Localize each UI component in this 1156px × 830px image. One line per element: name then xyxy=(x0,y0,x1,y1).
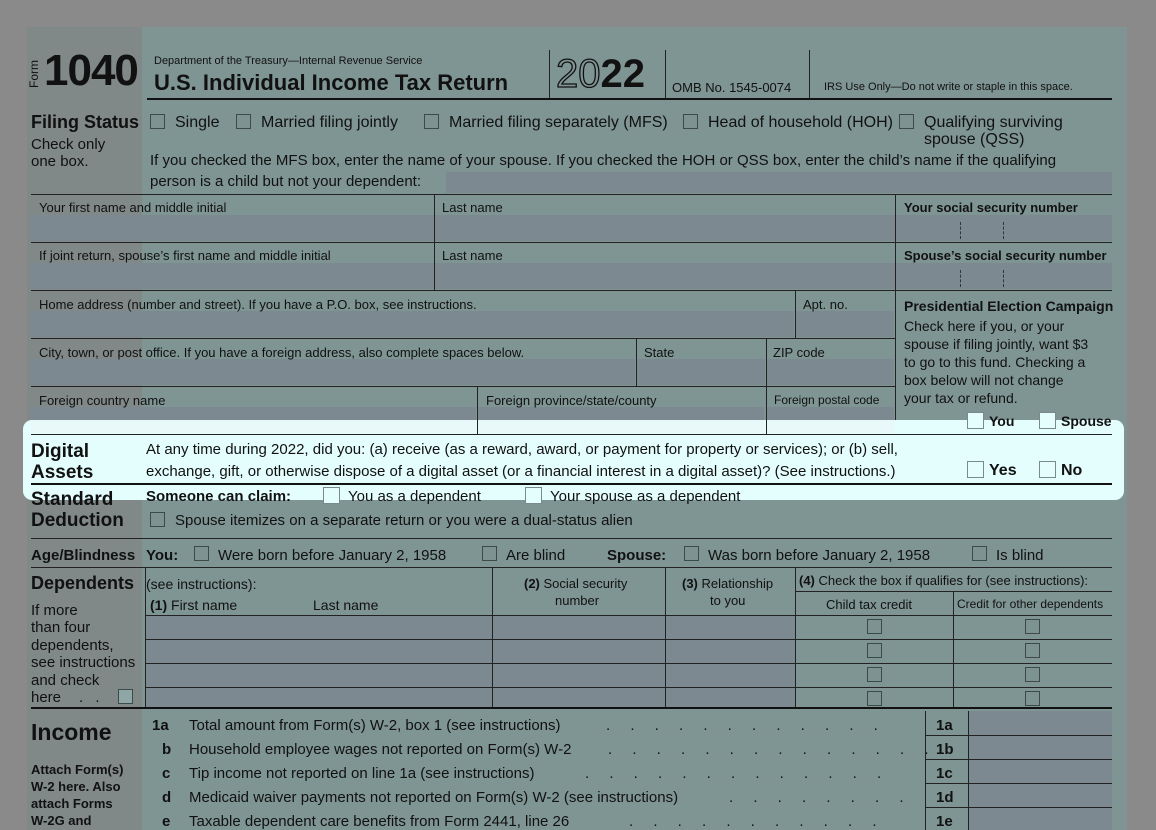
rule xyxy=(925,807,1112,808)
first-name-input[interactable] xyxy=(31,215,434,241)
income-line-text: Total amount from Form(s) W-2, box 1 (see instructions) xyxy=(189,717,561,734)
line-box-label: 1c xyxy=(936,765,953,782)
col2-label: Social security xyxy=(543,576,628,591)
dependent-row-rule xyxy=(493,663,795,664)
spouse-first-name-input[interactable] xyxy=(31,263,434,289)
dependents-side-text: dependents, xyxy=(31,637,114,654)
child-tax-credit-checkbox[interactable] xyxy=(867,667,882,682)
dependents-here-dots: . . xyxy=(79,689,104,706)
dependent-row[interactable] xyxy=(146,664,492,687)
presidential-spouse-checkbox[interactable] xyxy=(1039,412,1056,429)
rule xyxy=(31,290,1112,291)
presidential-you-checkbox[interactable] xyxy=(967,412,984,429)
you-as-dependent-label: You as a dependent xyxy=(348,488,481,505)
spouse-first-name-label: If joint return, spouse’s first name and middle initial xyxy=(39,248,331,263)
filing-status-heading: Filing Status xyxy=(31,112,139,132)
other-dependents-checkbox[interactable] xyxy=(1025,643,1040,658)
filing-status-sub: one box. xyxy=(31,153,89,170)
presidential-title: Presidential Election Campaign xyxy=(904,298,1114,314)
other-dependents-checkbox[interactable] xyxy=(1025,667,1040,682)
rule xyxy=(31,194,1112,195)
omb-number: OMB No. 1545-0074 xyxy=(672,80,792,95)
foreign-country-label: Foreign country name xyxy=(39,393,166,408)
married-separately-label: Married filing separately (MFS) xyxy=(449,114,668,131)
filing-status-sub: Check only xyxy=(31,136,106,153)
first-name-label: Your first name and middle initial xyxy=(39,200,227,215)
column-divider xyxy=(795,290,796,338)
line-1b-amount-input[interactable] xyxy=(969,736,1112,759)
column-divider xyxy=(953,591,954,707)
digital-assets-question: At any time during 2022, did you: (a) receive (as a reward, award, or payment for property or services); or (b) sell, xyxy=(146,441,898,458)
leader-dots: . . . . . . . . . . . . . xyxy=(585,765,890,782)
ssn-input[interactable] xyxy=(896,215,1112,241)
header-divider xyxy=(809,50,810,98)
qualifying-spouse-label: Qualifying surviving xyxy=(924,114,1063,131)
tax-year-bold: 22 xyxy=(600,52,645,96)
column-divider xyxy=(434,194,435,290)
foreign-province-label: Foreign province/state/county xyxy=(486,393,657,408)
line-1e-amount-input[interactable] xyxy=(969,808,1112,830)
spouse-ssn-input[interactable] xyxy=(896,263,1112,289)
rule xyxy=(31,538,1112,539)
foreign-country-input-lower xyxy=(31,420,476,433)
income-heading: Income xyxy=(31,719,112,745)
child-tax-credit-checkbox[interactable] xyxy=(867,691,882,706)
home-address-label: Home address (number and street). If you have a P.O. box, see instructions. xyxy=(39,297,477,312)
tax-year xyxy=(556,52,645,96)
married-jointly-checkbox[interactable] xyxy=(236,114,251,129)
you-born-before-checkbox[interactable] xyxy=(194,546,209,561)
dependent-ssn-column[interactable] xyxy=(493,616,665,707)
you-born-before-label: Were born before January 2, 1958 xyxy=(218,547,447,564)
dependents-side-text: and check xyxy=(31,672,100,689)
dependents-col3-header-line2: to you xyxy=(710,593,746,608)
you-label: You: xyxy=(146,547,179,564)
dependents-col2-header xyxy=(524,576,627,591)
spouse-last-name-input[interactable] xyxy=(435,263,895,289)
dependents-side-text: here xyxy=(31,689,62,706)
age-blindness-heading: Age/Blindness xyxy=(31,547,136,564)
header-bottom-rule xyxy=(147,98,1112,100)
spouse-label: Spouse: xyxy=(607,547,667,564)
col3-label: Relationship xyxy=(701,576,774,591)
ssn-separator xyxy=(1003,222,1004,239)
zip-input[interactable] xyxy=(767,359,894,385)
income-line-text: Household employee wages not reported on Form(s) W-2 xyxy=(189,741,572,758)
income-line-text: Taxable dependent care benefits from Form 2441, line 26 xyxy=(189,813,570,830)
digital-assets-heading: Assets xyxy=(31,462,94,483)
line-number: b xyxy=(162,741,172,758)
spouse-blind-label: Is blind xyxy=(996,547,1044,564)
spouse-born-before-label: Was born before January 2, 1958 xyxy=(708,547,931,564)
leader-dots: . . . . . . . . . . . . xyxy=(606,717,886,734)
state-input[interactable] xyxy=(637,359,765,385)
dependents-heading: Dependents xyxy=(31,573,135,593)
income-side-text: attach Forms xyxy=(31,796,113,811)
standard-deduction-heading: Deduction xyxy=(31,510,124,531)
line-number: c xyxy=(162,765,171,782)
ssn-label: Your social security number xyxy=(904,200,1078,215)
dependents-side-text: If more xyxy=(31,602,78,619)
rule xyxy=(31,242,1112,243)
digital-assets-question: exchange, gift, or otherwise dispose of a digital asset (or a financial interest in a digital asset)? (See instructions.) xyxy=(146,463,896,480)
leader-dots: . . . . . . . . . . . . . . xyxy=(608,741,937,758)
spouse-ssn-label: Spouse’s social security number xyxy=(904,248,1107,263)
income-line-text: Medicaid waiver payments not reported on Form(s) W-2 (see instructions) xyxy=(189,789,679,806)
last-name-label: Last name xyxy=(442,200,503,215)
rule xyxy=(31,707,1112,709)
presidential-text: Check here if you, or your xyxy=(904,318,1065,334)
filing-status-note: person is a child but not your dependent: xyxy=(150,173,422,190)
form-number: 1040 xyxy=(44,46,138,95)
rule xyxy=(31,567,1112,568)
digital-assets-no-label: No xyxy=(1061,462,1083,479)
dependent-row[interactable] xyxy=(146,688,492,707)
presidential-text: to go to this fund. Checking a xyxy=(904,354,1086,370)
presidential-spouse-label: Spouse xyxy=(1061,413,1112,429)
foreign-postal-label: Foreign postal code xyxy=(774,393,880,407)
form-label: Form xyxy=(27,60,41,88)
child-tax-credit-header: Child tax credit xyxy=(826,597,912,612)
spouse-itemizes-label: Spouse itemizes on a separate return or you were a dual-status alien xyxy=(175,512,633,529)
city-label: City, town, or post office. If you have a foreign address, also complete spaces below. xyxy=(39,345,525,360)
line-1a-amount-input[interactable] xyxy=(969,711,1112,735)
zip-label: ZIP code xyxy=(773,345,825,360)
filing-status-note: If you checked the MFS box, enter the name of your spouse. If you checked the HOH or QSS box, enter the child’s name if the qualifying xyxy=(150,152,1057,169)
col-num: (2) xyxy=(524,576,540,591)
line-1d-amount-input[interactable] xyxy=(969,784,1112,807)
head-of-household-label: Head of household (HOH) xyxy=(708,114,893,131)
leader-dots: . . . . . . . . . . . xyxy=(629,813,885,830)
department-label: Department of the Treasury—Internal Revenue Service xyxy=(154,55,423,67)
col1-first-label: First name xyxy=(171,597,238,613)
dependents-col4-header xyxy=(799,573,1088,588)
married-jointly-label: Married filing jointly xyxy=(261,114,398,131)
city-input[interactable] xyxy=(31,359,635,385)
header-divider xyxy=(549,50,550,98)
child-tax-credit-checkbox[interactable] xyxy=(867,619,882,634)
column-divider xyxy=(795,567,796,707)
rule xyxy=(925,735,1112,736)
dependent-row[interactable] xyxy=(146,616,492,639)
married-separately-checkbox[interactable] xyxy=(424,114,439,129)
foreign-province-input[interactable] xyxy=(478,407,764,420)
other-dependents-checkbox[interactable] xyxy=(1025,619,1040,634)
more-dependents-checkbox[interactable] xyxy=(118,689,133,704)
you-as-dependent-checkbox[interactable] xyxy=(323,487,340,504)
line-number: e xyxy=(162,813,171,830)
qualifying-spouse-checkbox[interactable] xyxy=(899,114,914,129)
irs-use-only: IRS Use Only—Do not write or staple in this space. xyxy=(824,81,1073,93)
income-line-text: Tip income not reported on line 1a (see instructions) xyxy=(189,765,535,782)
foreign-province-input-lower xyxy=(478,420,764,433)
dependent-row-rule xyxy=(493,639,795,640)
presidential-you-label: You xyxy=(989,413,1015,429)
col4-label: Check the box if qualifies for (see instructions): xyxy=(818,573,1089,588)
rule xyxy=(31,434,1112,435)
foreign-country-input[interactable] xyxy=(31,407,476,420)
dependents-col3-header xyxy=(682,576,773,591)
apt-number-input[interactable] xyxy=(796,311,894,337)
dependents-see-instructions: (see instructions): xyxy=(146,576,257,592)
home-address-input[interactable] xyxy=(31,311,794,337)
you-blind-label: Are blind xyxy=(506,547,566,564)
spouse-as-dependent-label: Your spouse as a dependent xyxy=(550,488,741,505)
digital-assets-no-checkbox[interactable] xyxy=(1039,461,1056,478)
spouse-blind-checkbox[interactable] xyxy=(972,546,987,561)
spouse-as-dependent-checkbox[interactable] xyxy=(525,487,542,504)
you-blind-checkbox[interactable] xyxy=(482,546,497,561)
header-divider xyxy=(665,50,666,98)
dependents-col1-header xyxy=(150,597,237,613)
apt-label: Apt. no. xyxy=(803,297,848,312)
other-dependents-checkbox[interactable] xyxy=(1025,691,1040,706)
rule xyxy=(925,783,1112,784)
line-box-label: 1e xyxy=(936,813,953,830)
column-divider xyxy=(925,711,926,830)
digital-assets-yes-checkbox[interactable] xyxy=(967,461,984,478)
tax-year-outline: 20 xyxy=(556,52,601,96)
other-dependents-credit-header: Credit for other dependents xyxy=(957,597,1104,611)
presidential-text: spouse if filing jointly, want $3 xyxy=(904,336,1089,352)
dependent-row-rule xyxy=(493,687,795,688)
line-box-label: 1b xyxy=(936,741,954,758)
dependents-side-text: than four xyxy=(31,619,91,636)
line-box-label: 1d xyxy=(936,789,954,806)
head-of-household-checkbox[interactable] xyxy=(683,114,698,129)
standard-deduction-heading: Standard xyxy=(31,489,114,510)
col-num: (3) xyxy=(682,576,698,591)
line-box-label: 1a xyxy=(936,717,953,734)
digital-assets-heading: Digital xyxy=(31,441,90,462)
state-label: State xyxy=(644,345,675,360)
income-side-text: Attach Form(s) xyxy=(31,762,124,777)
form-title: U.S. Individual Income Tax Return xyxy=(154,70,509,95)
income-side-text: W-2G and xyxy=(31,813,92,828)
column-divider xyxy=(895,194,896,435)
rule xyxy=(925,759,1112,760)
single-checkbox[interactable] xyxy=(150,114,165,129)
ssn-separator xyxy=(1003,270,1004,287)
presidential-text: your tax or refund. xyxy=(904,390,1018,406)
line-number: d xyxy=(162,789,172,806)
dependents-col1-last: Last name xyxy=(313,597,379,613)
digital-assets-yes-label: Yes xyxy=(989,462,1017,479)
dependents-side-text: see instructions xyxy=(31,654,136,671)
ssn-separator xyxy=(960,222,961,239)
qualifying-spouse-label-line2: spouse (QSS) xyxy=(924,131,1025,148)
presidential-text: box below will not change xyxy=(904,372,1064,388)
dependent-relationship-column[interactable] xyxy=(666,616,795,707)
child-tax-credit-checkbox[interactable] xyxy=(867,643,882,658)
rule xyxy=(31,483,1112,485)
single-label: Single xyxy=(175,114,220,131)
col-num: (4) xyxy=(799,573,815,588)
spouse-born-before-checkbox[interactable] xyxy=(684,546,699,561)
income-side-text: W-2 here. Also xyxy=(31,779,121,794)
last-name-input[interactable] xyxy=(435,215,895,241)
spouse-last-name-label: Last name xyxy=(442,248,503,263)
dependents-col2-header-line2: number xyxy=(555,593,600,608)
col-num: (1) xyxy=(150,597,168,613)
ssn-separator xyxy=(960,270,961,287)
column-divider xyxy=(636,338,637,386)
foreign-postal-input-lower xyxy=(767,420,894,433)
column-divider xyxy=(766,338,767,386)
foreign-postal-input[interactable] xyxy=(767,407,894,420)
line-1c-amount-input[interactable] xyxy=(969,760,1112,783)
qualifying-person-name-input[interactable] xyxy=(446,172,1112,193)
spouse-itemizes-checkbox[interactable] xyxy=(150,512,165,527)
leader-dots: . . . . . . . . xyxy=(729,789,912,806)
column-divider xyxy=(477,386,478,434)
someone-can-claim-label: Someone can claim: xyxy=(146,488,292,505)
column-divider xyxy=(766,386,767,434)
line-number: 1a xyxy=(152,717,169,734)
dependent-row[interactable] xyxy=(146,640,492,663)
